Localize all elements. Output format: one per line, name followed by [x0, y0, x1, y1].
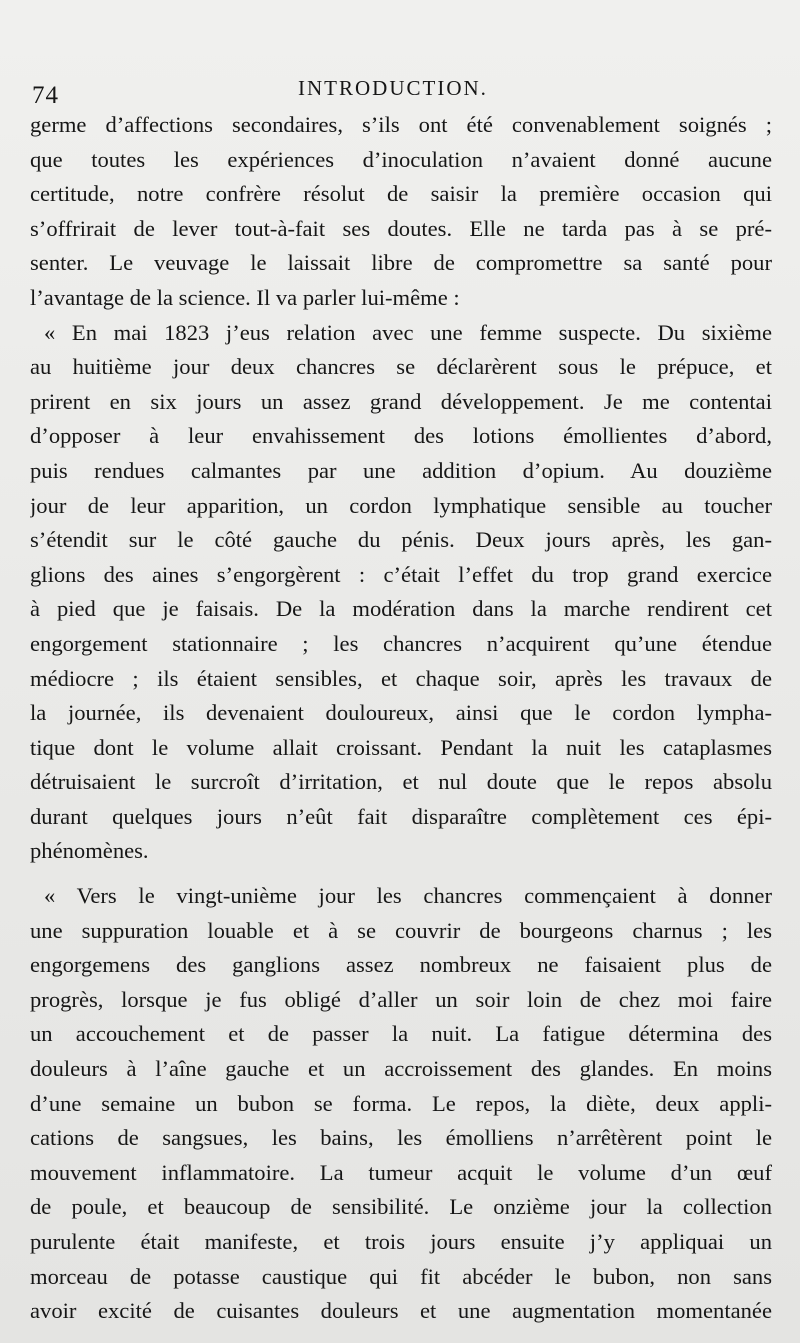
paragraph: [30, 316, 772, 870]
text-line: « Vers le vingt-unième jour les chancres commençaient à donner: [44, 883, 772, 909]
text-line: l’avantage de la science. Il va parler lui-même :: [30, 284, 460, 310]
text-line: glions des aines s’engorgèrent : c’était l’effet du trop grand exercice: [30, 561, 772, 587]
text-line: un accouchement et de passer la nuit. La fatigue détermina des: [30, 1021, 772, 1047]
text-line: à pied que je faisais. De la modération dans la marche rendirent cet: [30, 596, 772, 622]
paragraph: [30, 879, 772, 1329]
body-text: [30, 108, 772, 1329]
text-line: d’une semaine un bubon se forma. Le repos, la diète, deux appli-: [30, 1090, 772, 1116]
text-line: engorgemens des ganglions assez nombreux ne faisaient plus de: [30, 952, 772, 978]
text-line: progrès, lorsque je fus obligé d’aller un soir loin de chez moi faire: [30, 986, 772, 1012]
text-line: jour de leur apparition, un cordon lymphatique sensible au toucher: [30, 492, 772, 518]
text-line: détruisaient le surcroît d’irritation, et nul doute que le repos absolu: [30, 769, 772, 795]
text-line: au huitième jour deux chancres se déclarèrent sous le prépuce, et: [30, 354, 772, 380]
text-line: que toutes les expériences d’inoculation n’avaient donné aucune: [30, 146, 772, 172]
text-line: purulente était manifeste, et trois jours ensuite j’y appliquai un: [30, 1229, 772, 1254]
paragraph: [30, 108, 772, 316]
text-line: cations de sangsues, les bains, les émolliens n’arrêtèrent point le: [30, 1125, 772, 1151]
page-header: [30, 70, 770, 110]
text-line: engorgement stationnaire ; les chancres n’acquirent qu’une étendue: [30, 630, 772, 656]
text-line: mouvement inflammatoire. La tumeur acquit le volume d’un œuf: [30, 1159, 772, 1185]
paragraph-spacer: [30, 869, 772, 879]
text-line: s’étendit sur le côté gauche du pénis. Deux jours après, les gan-: [30, 527, 772, 553]
text-line: morceau de potasse caustique qui fit abcéder le bubon, non sans: [30, 1263, 772, 1289]
running-title: INTRODUCTION.: [298, 76, 488, 100]
text-line: certitude, notre confrère résolut de saisir la première occasion qui: [30, 181, 772, 207]
text-line: puis rendues calmantes par une addition d’opium. Au douzième: [30, 457, 772, 483]
text-line: « En mai 1823 j’eus relation avec une femme suspecte. Du sixième: [44, 319, 772, 345]
text-line: médiocre ; ils étaient sensibles, et chaque soir, après les travaux de: [30, 665, 772, 691]
text-line: phénomènes.: [30, 838, 149, 864]
text-line: s’offrirait de lever tout-à-fait ses doutes. Elle ne tarda pas à se pré-: [30, 215, 772, 241]
text-line: une suppuration louable et à se couvrir de bourgeons charnus ; les: [30, 917, 772, 943]
text-line: prirent en six jours un assez grand développement. Je me contentai: [30, 388, 772, 414]
text-line: tique dont le volume allait croissant. Pendant la nuit les cataplasmes: [30, 734, 772, 760]
text-line: la journée, ils devenaient douloureux, ainsi que le cordon lympha-: [30, 700, 772, 726]
text-line: durant quelques jours n’eût fait disparaître complètement ces épi-: [30, 803, 772, 829]
text-line: douleurs à l’aîne gauche et un accroissement des glandes. En moins: [30, 1056, 772, 1082]
text-line: senter. Le veuvage le laissait libre de compromettre sa santé pour: [30, 250, 772, 276]
page-number: 74: [32, 82, 59, 109]
text-line: d’opposer à leur envahissement des lotions émollientes d’abord,: [30, 423, 772, 449]
text-line: de poule, et beaucoup de sensibilité. Le onzième jour la collection: [30, 1194, 772, 1220]
text-line: germe d’affections secondaires, s’ils ont été convenablement soignés ;: [30, 112, 772, 137]
text-line: avoir excité de cuisantes douleurs et une augmentation momentanée: [30, 1298, 772, 1324]
